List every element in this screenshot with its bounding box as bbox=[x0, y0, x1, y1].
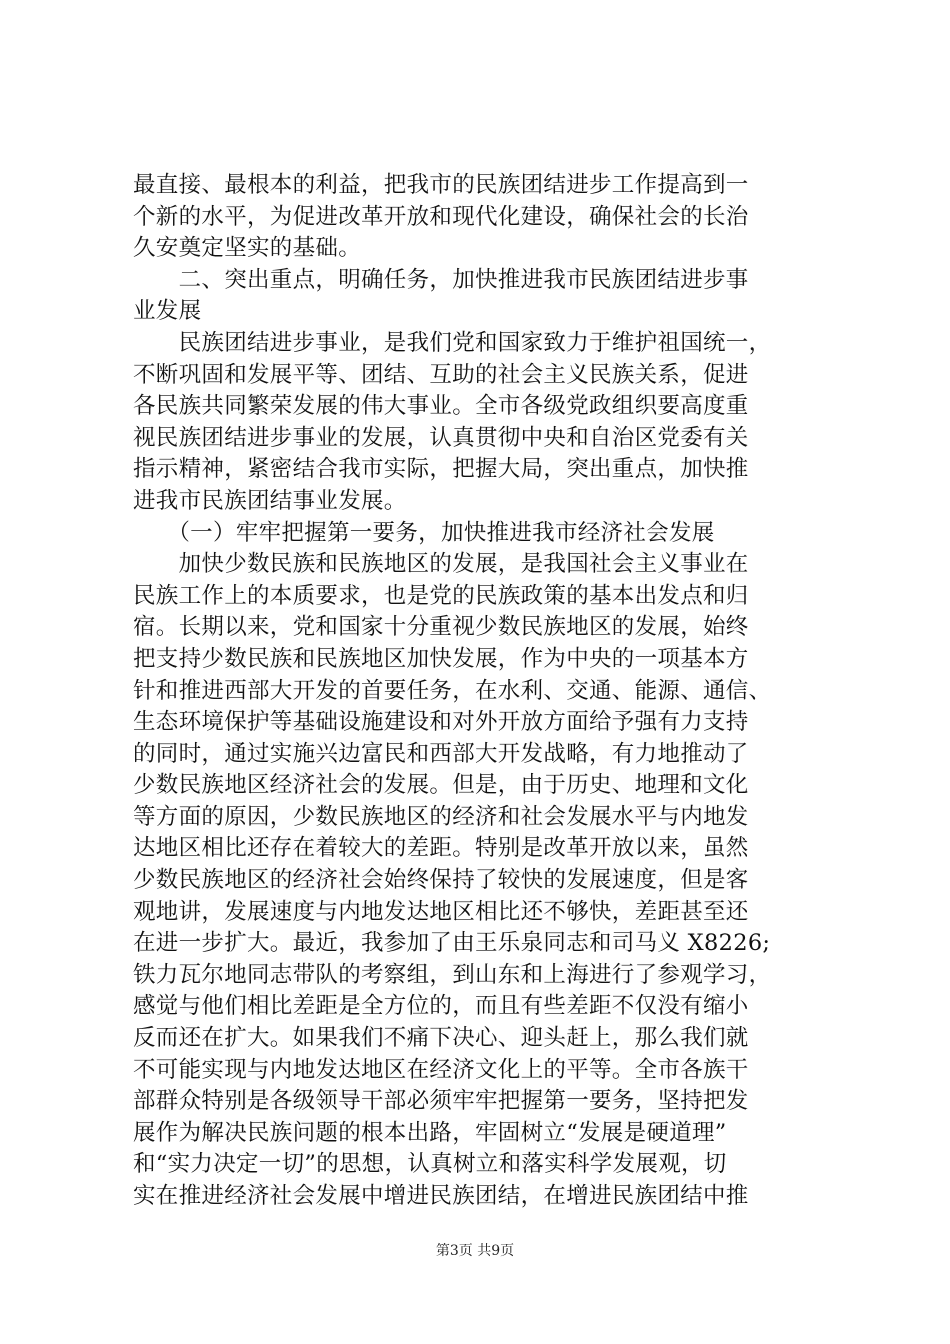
text-line: 针和推进西部大开发的首要任务，在水利、交通、能源、通信、 bbox=[133, 677, 772, 704]
text-line: 个新的水平，为促进改革开放和现代化建设，确保社会的长治 bbox=[133, 203, 749, 230]
text-line: 最直接、最根本的利益，把我市的民族团结进步工作提高到一 bbox=[133, 172, 749, 198]
text-line: 达地区相比还存在着较大的差距。特别是改革开放以来，虽然 bbox=[133, 835, 749, 862]
text-line: 各民族共同繁荣发展的伟大事业。全市各级党政组织要高度重 bbox=[133, 393, 749, 420]
text-line: 视民族团结进步事业的发展，认真贯彻中央和自治区党委有关 bbox=[133, 424, 749, 451]
text-line: 不断巩固和发展平等、团结、互助的社会主义民族关系，促进 bbox=[133, 361, 749, 388]
page-number-footer: 第3页 共9页 bbox=[435, 1243, 515, 1259]
text-line: 部群众特别是各级领导干部必须牢牢把握第一要务，坚持把发 bbox=[133, 1088, 749, 1115]
section-heading: 二、突出重点，明确任务，加快推进我市民族团结进步事 bbox=[133, 266, 749, 293]
text-line: 铁力瓦尔地同志带队的考察组，到山东和上海进行了参观学习， bbox=[133, 961, 772, 988]
text-line: 反而还在扩大。如果我们不痛下决心、迎头赶上，那么我们就 bbox=[133, 1025, 749, 1052]
text-line: 宿。长期以来，党和国家十分重视少数民族地区的发展，始终 bbox=[133, 614, 749, 641]
text-line: 不可能实现与内地发达地区在经济文化上的平等。全市各族干 bbox=[133, 1056, 749, 1083]
body-text bbox=[133, 170, 845, 1213]
text-line: 感觉与他们相比差距是全方位的，而且有些差距不仅没有缩小 bbox=[133, 993, 749, 1020]
text-line: 少数民族地区的经济社会始终保持了较快的发展速度，但是客 bbox=[133, 867, 749, 894]
text-line: 等方面的原因，少数民族地区的经济和社会发展水平与内地发 bbox=[133, 803, 749, 830]
section-heading-continued: 业发展 bbox=[133, 298, 202, 325]
text-line: 和“实力决定一切”的思想，认真树立和落实科学发展观，切 bbox=[133, 1151, 727, 1178]
text-line: 生态环境保护等基础设施建设和对外开放方面给予强有力支持 bbox=[133, 709, 749, 736]
text-line: 民族工作上的本质要求，也是党的民族政策的基本出发点和归 bbox=[133, 582, 749, 609]
text-line: 加快少数民族和民族地区的发展，是我国社会主义事业在 bbox=[133, 551, 749, 578]
text-line: 久安奠定坚实的基础。 bbox=[133, 235, 362, 262]
text-line: 实在推进经济社会发展中增进民族团结，在增进民族团结中推 bbox=[133, 1183, 749, 1209]
text-line: 把支持少数民族和民族地区加快发展，作为中央的一项基本方 bbox=[133, 645, 749, 672]
text-line: 进我市民族团结事业发展。 bbox=[133, 487, 407, 514]
text-line: 的同时，通过实施兴边富民和西部大开发战略，有力地推动了 bbox=[133, 740, 749, 767]
text-line: 展作为解决民族问题的根本出路，牢固树立“发展是硬道理” bbox=[133, 1119, 727, 1146]
text-line: 少数民族地区经济社会的发展。但是，由于历史、地理和文化 bbox=[133, 772, 749, 799]
text-line: 在进一步扩大。最近，我参加了由王乐泉同志和司马义 X8226; bbox=[133, 930, 771, 957]
subsection-heading: （一）牢牢把握第一要务，加快推进我市经济社会发展 bbox=[133, 519, 715, 546]
text-line: 民族团结进步事业，是我们党和国家致力于维护祖国统一， bbox=[133, 329, 772, 356]
text-line: 指示精神，紧密结合我市实际，把握大局，突出重点，加快推 bbox=[133, 456, 749, 483]
text-line: 观地讲，发展速度与内地发达地区相比还不够快，差距甚至还 bbox=[133, 898, 749, 925]
